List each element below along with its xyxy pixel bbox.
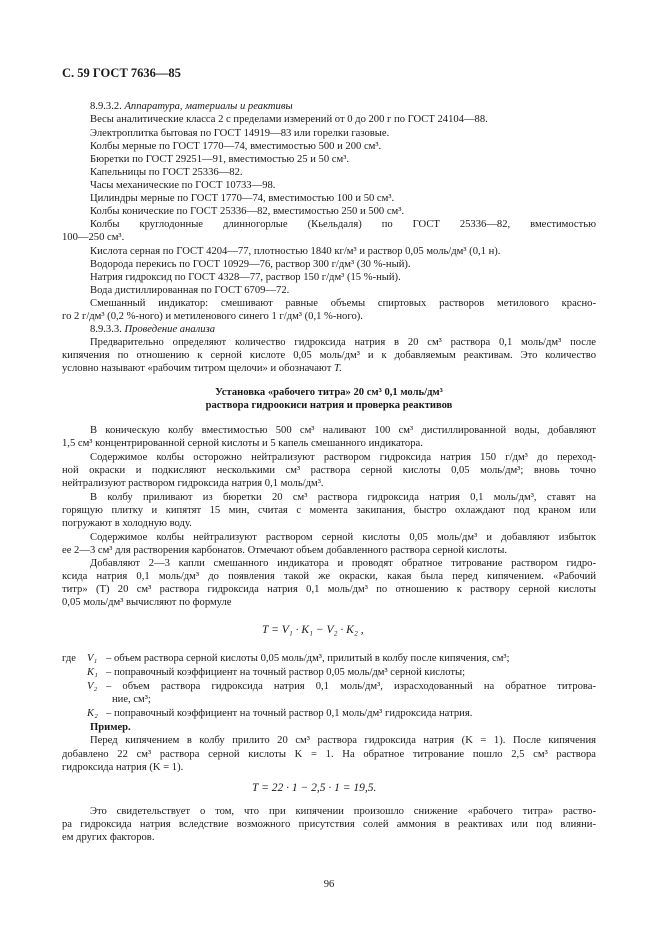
procedure-text: Добавляют 2—3 капли смешанного индикатора и проводят обратное титрование раствором гидро-: [90, 558, 596, 569]
page-number: 96: [323, 879, 335, 890]
procedure-text: 1,5 см³ концентрированной серной кислоты и 5 капель смешанного индикатора.: [62, 438, 423, 449]
legend-symbol: K₁: [87, 667, 98, 678]
procedure-text: В колбу приливают из бюретки 20 см³ раствора гидроксида натрия 0,1 моль/дм³, ставят на: [90, 492, 596, 503]
legend-symbol: V₂: [87, 681, 98, 692]
apparatus-item: Электроплитка бытовая по ГОСТ 14919—83 или горелки газовые.: [90, 128, 390, 139]
apparatus-item: Цилиндры мерные по ГОСТ 1770—74, вместимостью 100 и 50 см³.: [90, 193, 395, 204]
section-number: 8.9.3.2.: [90, 101, 122, 112]
procedure-text: В коническую колбу вместимостью 500 см³ наливают 100 см³ дистиллированной воды, добавляют: [90, 425, 596, 436]
apparatus-item: Часы механические по ГОСТ 10733—98.: [90, 180, 276, 191]
legend-text: – поправочный коэффициент на точный раствор 0,1 моль/дм³ гидроксида натрия.: [106, 708, 473, 719]
section-title: Проведение анализа: [124, 324, 216, 335]
procedure-text: Содержимое колбы осторожно нейтрализуют раствором гидроксида натрия 150 г/дм³ до переход-: [90, 452, 596, 463]
reagent-item: Натрия гидроксид по ГОСТ 4328—77, раствор 150 г/дм³ (15 %-ный).: [90, 272, 401, 283]
section-heading-apparatus: [90, 100, 293, 113]
legend-symbol: K₂: [87, 708, 98, 719]
apparatus-item: Бюретки по ГОСТ 29251—91, вместимостью 25 и 50 см³.: [90, 154, 350, 165]
reagent-item: Кислота серная по ГОСТ 4204—77, плотностью 1840 кг/м³ и раствор 0,05 моль/дм³ (0,1 н).: [90, 246, 501, 257]
procedure-text: Содержимое колбы нейтрализуют раствором серной кислоты 0,05 моль/дм³ и добавляют избыток: [90, 532, 596, 543]
analysis-paragraph: Предварительно определяют количество гидроксида натрия в 20 см³ раствора 0,1 моль/дм³ после: [90, 337, 596, 348]
legend-text: – объем раствора гидроксида натрия 0,1 моль/дм³, израсходованный на обратное титрова-: [106, 681, 596, 692]
procedure-text: 0,05 моль/дм³ вычисляют по формуле: [62, 597, 232, 608]
example-text: Перед кипячением в колбу прилито 20 см³ раствора гидроксида натрия (K = 1). После кипячения: [90, 735, 596, 746]
procedure-text: погружают в холодную воду.: [62, 518, 192, 529]
apparatus-item: Колбы мерные по ГОСТ 1770—74, вместимостью 500 и 200 см³.: [90, 141, 382, 152]
apparatus-item: Колбы конические по ГОСТ 25336—82, вместимостью 250 и 500 см³.: [90, 206, 405, 217]
section-number: 8.9.3.3.: [90, 324, 122, 335]
subheading-line: раствора гидроокиси натрия и проверка реактивов: [205, 400, 453, 411]
procedure-text: титр» (Т) 20 см³ раствора гидроксида натрия 0,1 моль/дм³ по отношению к раствору серной кислоты: [62, 584, 596, 595]
legend-text: – поправочный коэффициент на точный раствор 0,05 моль/дм³ серной кислоты;: [106, 667, 466, 678]
subheading-line: Установка «рабочего титра» 20 см³ 0,1 моль/дм³: [215, 387, 443, 398]
conclusion-text: Это свидетельствует о том, что при кипячении произошло снижение «рабочего титра» раство-: [90, 806, 596, 817]
legend-where: где: [62, 653, 76, 664]
indicator-text: Смешанный индикатор: смешивают равные объемы спиртовых растворов метилового красно-: [90, 298, 596, 309]
conclusion-text: ем других факторов.: [62, 832, 155, 843]
procedure-text: ее 2—3 см³ для растворения карбонатов. Отмечают объем добавленного раствора серной кислоты.: [62, 545, 508, 556]
apparatus-item-continued: 100—250 см³.: [62, 232, 125, 243]
example-text: добавлено 22 см³ раствора серной кислоты K = 1. На обратное титрование пошло 2,5 см³ раствора: [62, 749, 596, 760]
analysis-paragraph: [62, 362, 342, 375]
example-text: гидроксида натрия (K = 1).: [62, 762, 184, 773]
legend-text: – объем раствора серной кислоты 0,05 моль/дм³, прилитый в колбу после кипячения, см³;: [106, 653, 510, 664]
conclusion-text: ра гидроксида натрия вследствие возможного присутствия солей аммония в реактивах или под влияни-: [62, 819, 596, 830]
procedure-text: ксида натрия 0,1 моль/дм³ до появления такой же окраски, какая была перед кипячением. «Рабочий: [62, 571, 596, 582]
apparatus-item: Капельницы по ГОСТ 25336—82.: [90, 167, 243, 178]
legend-text-continued: ние, см³;: [112, 694, 151, 705]
example-calculation: T = 22 · 1 − 2,5 · 1 = 19,5.: [252, 782, 377, 794]
section-title: Аппаратура, материалы и реактивы: [124, 101, 293, 112]
procedure-text: горящую плитку и кипятят 15 мин, считая с момента закипания, быстро охлаждают под краном или: [62, 505, 596, 516]
titer-symbol: Т.: [333, 363, 342, 374]
apparatus-item: Колбы круглодонные длинногорлые (Кьельдаля) по ГОСТ 25336—82, вместимостью: [90, 219, 596, 230]
reagent-item: Водорода перекись по ГОСТ 10929—76, раствор 300 г/дм³ (30 %-ный).: [90, 259, 411, 270]
apparatus-item: Весы аналитические класса 2 с пределами измерений от 0 до 200 г по ГОСТ 24104—88.: [90, 114, 488, 125]
procedure-text: нейтрализуют раствором гидроксида натрия 0,1 моль/дм³.: [62, 478, 324, 489]
procedure-text: ной окраски и подкисляют несколькими см³ раствора серной кислоты 0,05 моль/дм³; вновь точно: [62, 465, 596, 476]
analysis-text: условно называют «рабочим титром щелочи» и обозначают: [62, 363, 332, 374]
analysis-paragraph: кипячения по отношению к серной кислоте 0,05 моль/дм³ и к добавляемым реактивам. Это количество: [62, 350, 596, 361]
titer-formula: T = V₁ · K₁ − V₂ · K₂ ,: [262, 624, 364, 636]
section-heading-analysis: [90, 323, 215, 336]
legend-symbol: V₁: [87, 653, 98, 664]
reagent-item: Вода дистиллированная по ГОСТ 6709—72.: [90, 285, 290, 296]
indicator-text-continued: го 2 г/дм³ (0,2 %-ного) и метиленового синего 1 г/дм³ (0,1 %-ного).: [62, 311, 363, 322]
example-title: Пример.: [90, 722, 131, 733]
page-header: С. 59 ГОСТ 7636—85: [62, 66, 181, 80]
